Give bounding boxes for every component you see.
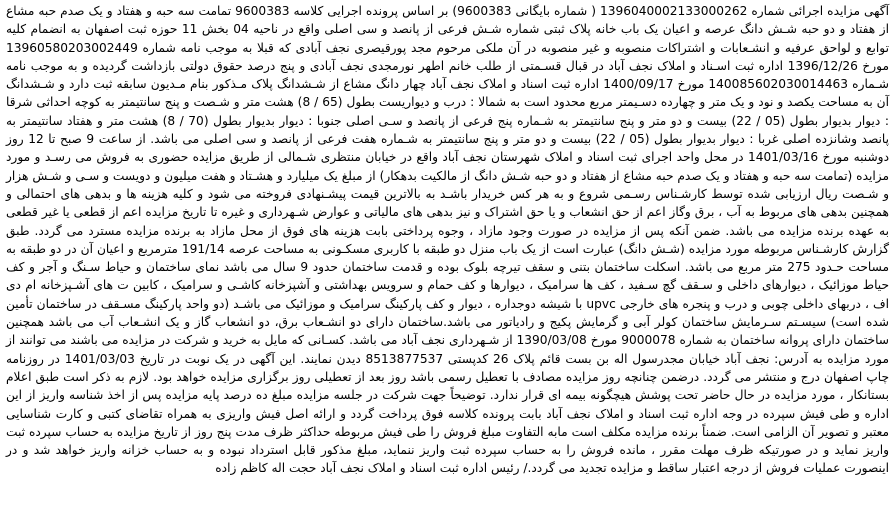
auction-notice-text: آگهی مزایده اجرائی شماره 1396040002133000262 ( شماره بایگانی 9600383) بر اساس پرونده اجرایی کلاسه 9600383 تمامت سه حبه و هفتاد و یک صدم حبه مشاع از هفتاد و دو حبه شـش دانگ عرصه و اعیان یک باب خانه پلاک ثبتی شماره شـش فرعی از پانصد و سی اصلی واقع در ناحیه 04 بخش 11 حوزه ثبت اصفهان به انضمام کلیه توابع و لواحق عرفیه و انشـعابات و اشتراکات منصوبه و غیر منصوبه در آن ملکی مرحوم مجد پورقیصری نجف آبادی که قبلا به موجب نامه شماره 13960580203002449 مورخ 1396/12/26 اداره ثبت اسـناد و املاک نجف آباد در قبال قسـمتی از طلب خانم اطهر نورمجدی نجف آبادی و پنج درصد حقوق دولتی بازداشت گردیده و به موجب نامه شـماره 140085602030014463 مورخ 1400/09/17 اداره ثبت اسناد و املاک نجف آباد چهار دانگ مشاع از شـشدانگ پلاک مـذکور بنام مـدیون سابقه ثبت دارد و شـشدانگ آن به مساحت یکصد و نود و یک متر و چهارده دسـیمتر مربع محدود است به شمالا : درب و دیواریست بطول (65 / 8) هشت متر و شـصت و پنج سانتیمتر به کوچه احداثی شرقا : دیوار بدیوار بطول (05 / 22) بیست و دو متر و پنج سانتیمتر به شـماره پنج فرعی از پانصد و سـی اصلی جنوبا : دیوار بدیوار بطول (70 / 8) هشت متر و هفتاد سانتیمتر به پانصد وشانزده اصلی غربا : دیوار بدیوار بطول (05 / 22) بیست و دو متر و پنج سانتیمتر به شـماره هفت فرعی از پانصد و سی اصلی می باشد. از ساعت 9 صبح تا 12 روز دوشنبه مورخ 1401/03/16 در محل واحد اجرای ثبت اسناد و املاک شهرستان نجف آباد واقع در خیابان منتظری شـمالی از طریق مزایده حضوری به فروش می رسـد و مورد مزایده (تمامت سه حبه و هفتاد و یک صدم حبه مشاع از هفتاد و دو حبه شـش دانگ از مالکیت بدهکار) از مبلغ یک میلیارد و هشـتاد و هفت میلیون و دویست و سـی و شـش هزار و شـصت ریال ارزیابی شده توسط کارشـناس رسـمی شروع و به هر کس خریدار باشـد به بالاترین قیمت پیشـنهادی فروخته می شود و کلیه هزینه ها و بدهی های احتمالی و همچنین بدهی های مربوط به آب ، برق وگاز اعم از حق انشعاب و یا حق اشتراک و نیز بدهی های مالیاتی و عوارض شـهرداری و غیره تا تاریخ مزایده اعم از قطعی یا غیر قطعی به عهده برنده مزایده می باشد. ضمن آنکه پس از مزایده در صورت وجود مازاد ، وجوه پرداختی بابت هزینه های فوق از محل مازاد به برنده مزایده مسترد می گردد. طبق گزارش کارشـناس مربوطه مورد مزایده (شـش دانگ) عبارت است از یک باب منزل دو طبقه با کاربری مسکـونی به مساحت عرصه 191/14 مترمربع و اعیان آن در دو طبقه به مساحت حـدود 275 متر مربع می باشد. اسکلت ساختمان بتنی و سقف تیرچه بلوک بوده و قدمت ساختمان حدود 9 سال می باشد نمای ساختمان و حیاط سـنگ و آجر و کف حیاط موزائیک ، دیوارهای داخلی و سـقف گچ سـفید ، کف ها سرامیک ، دیوارها و کف حمام و سرویس بهداشتی و آشپزخانه کاشـی و سرامیک ، کابین ت های آشـپزخانه ام دی اف ، دربهای داخلی چوبی و درب و پنجره های خارجی upvc با شیشه دوجداره ، دیوار و کف پارکینگ سرامیک و موزائیک می باشـد (دو واحد پارکینگ مسـقف در ساختمان تأمین شده است) سیسـتم سـرمایش ساختمان کولر آبی و گرمایش پکیج و رادیاتور می باشد.ساختمان دارای دو انشـعاب برق، دو انشعاب گاز و یک انشـعاب آب می باشد همچنین ساختمان دارای پروانه ساختمان به شماره 9000078 مورخ 1390/03/08 از شـهرداری نجف آباد می باشد. کسـانی که مایل به خرید و شرکت در مزایده می باشند می توانند از مورد مزایده به آدرس: نجف آباد خیابان مجدرسول اله بن بست قائم پلاک 26 کدپستی 8513877537 دیدن نمایند. این آگهی در یک نوبت در تاریخ 1401/03/03 در روزنامه چاپ اصفهان درج و منتشر می گردد. درضمن چنانچه روز مزایده مصادف با تعطیل رسمی باشد روز بعد از تعطیلی روز برگزاری مزایده خواهد بود. لازم به ذکر است طبق اعلام بستانکار ، مورد مزایده در حال حاضر تحت پوشش هیچگونه بیمه ای قرار ندارد. توضیحاً جهت شرکت در جلسه مزایده مبلغ ده درصد پایه مزایده پس از اخذ شناسه واریز از این اداره و طی فیش سپرده در وجه اداره ثبت اسناد و املاک نجف آباد بابت پرونده کلاسه فوق پرداخت گردد و ارائه اصل فیش واریزی به همراه تقاضای کتبی و کارت شناسایی معتبر و تصویر آن الزامی است. ضمناً برنده مزایده مکلف است مابه التفاوت مبلغ فروش را طی فیش مربوطه حداکثر ظرف مدت پنج روز از تاریخ مزایده به حساب سپرده ثبت واریز نماید و در صورتیکه ظرف مهلت مقرر ، مانده فروش را به حساب سپرده ثبت واریز ننماید، مبلغ مذکور قابل استرداد نبوده و به حساب خزانه واریز خواهد شد و در اینصورت عملیات فروش از درجه اعتبار ساقط و مزایده تجدید می گردد./ رئیس اداره ثبت اسناد و املاک نجف آباد حجت اله کاظم زاده [6,4,890,476]
